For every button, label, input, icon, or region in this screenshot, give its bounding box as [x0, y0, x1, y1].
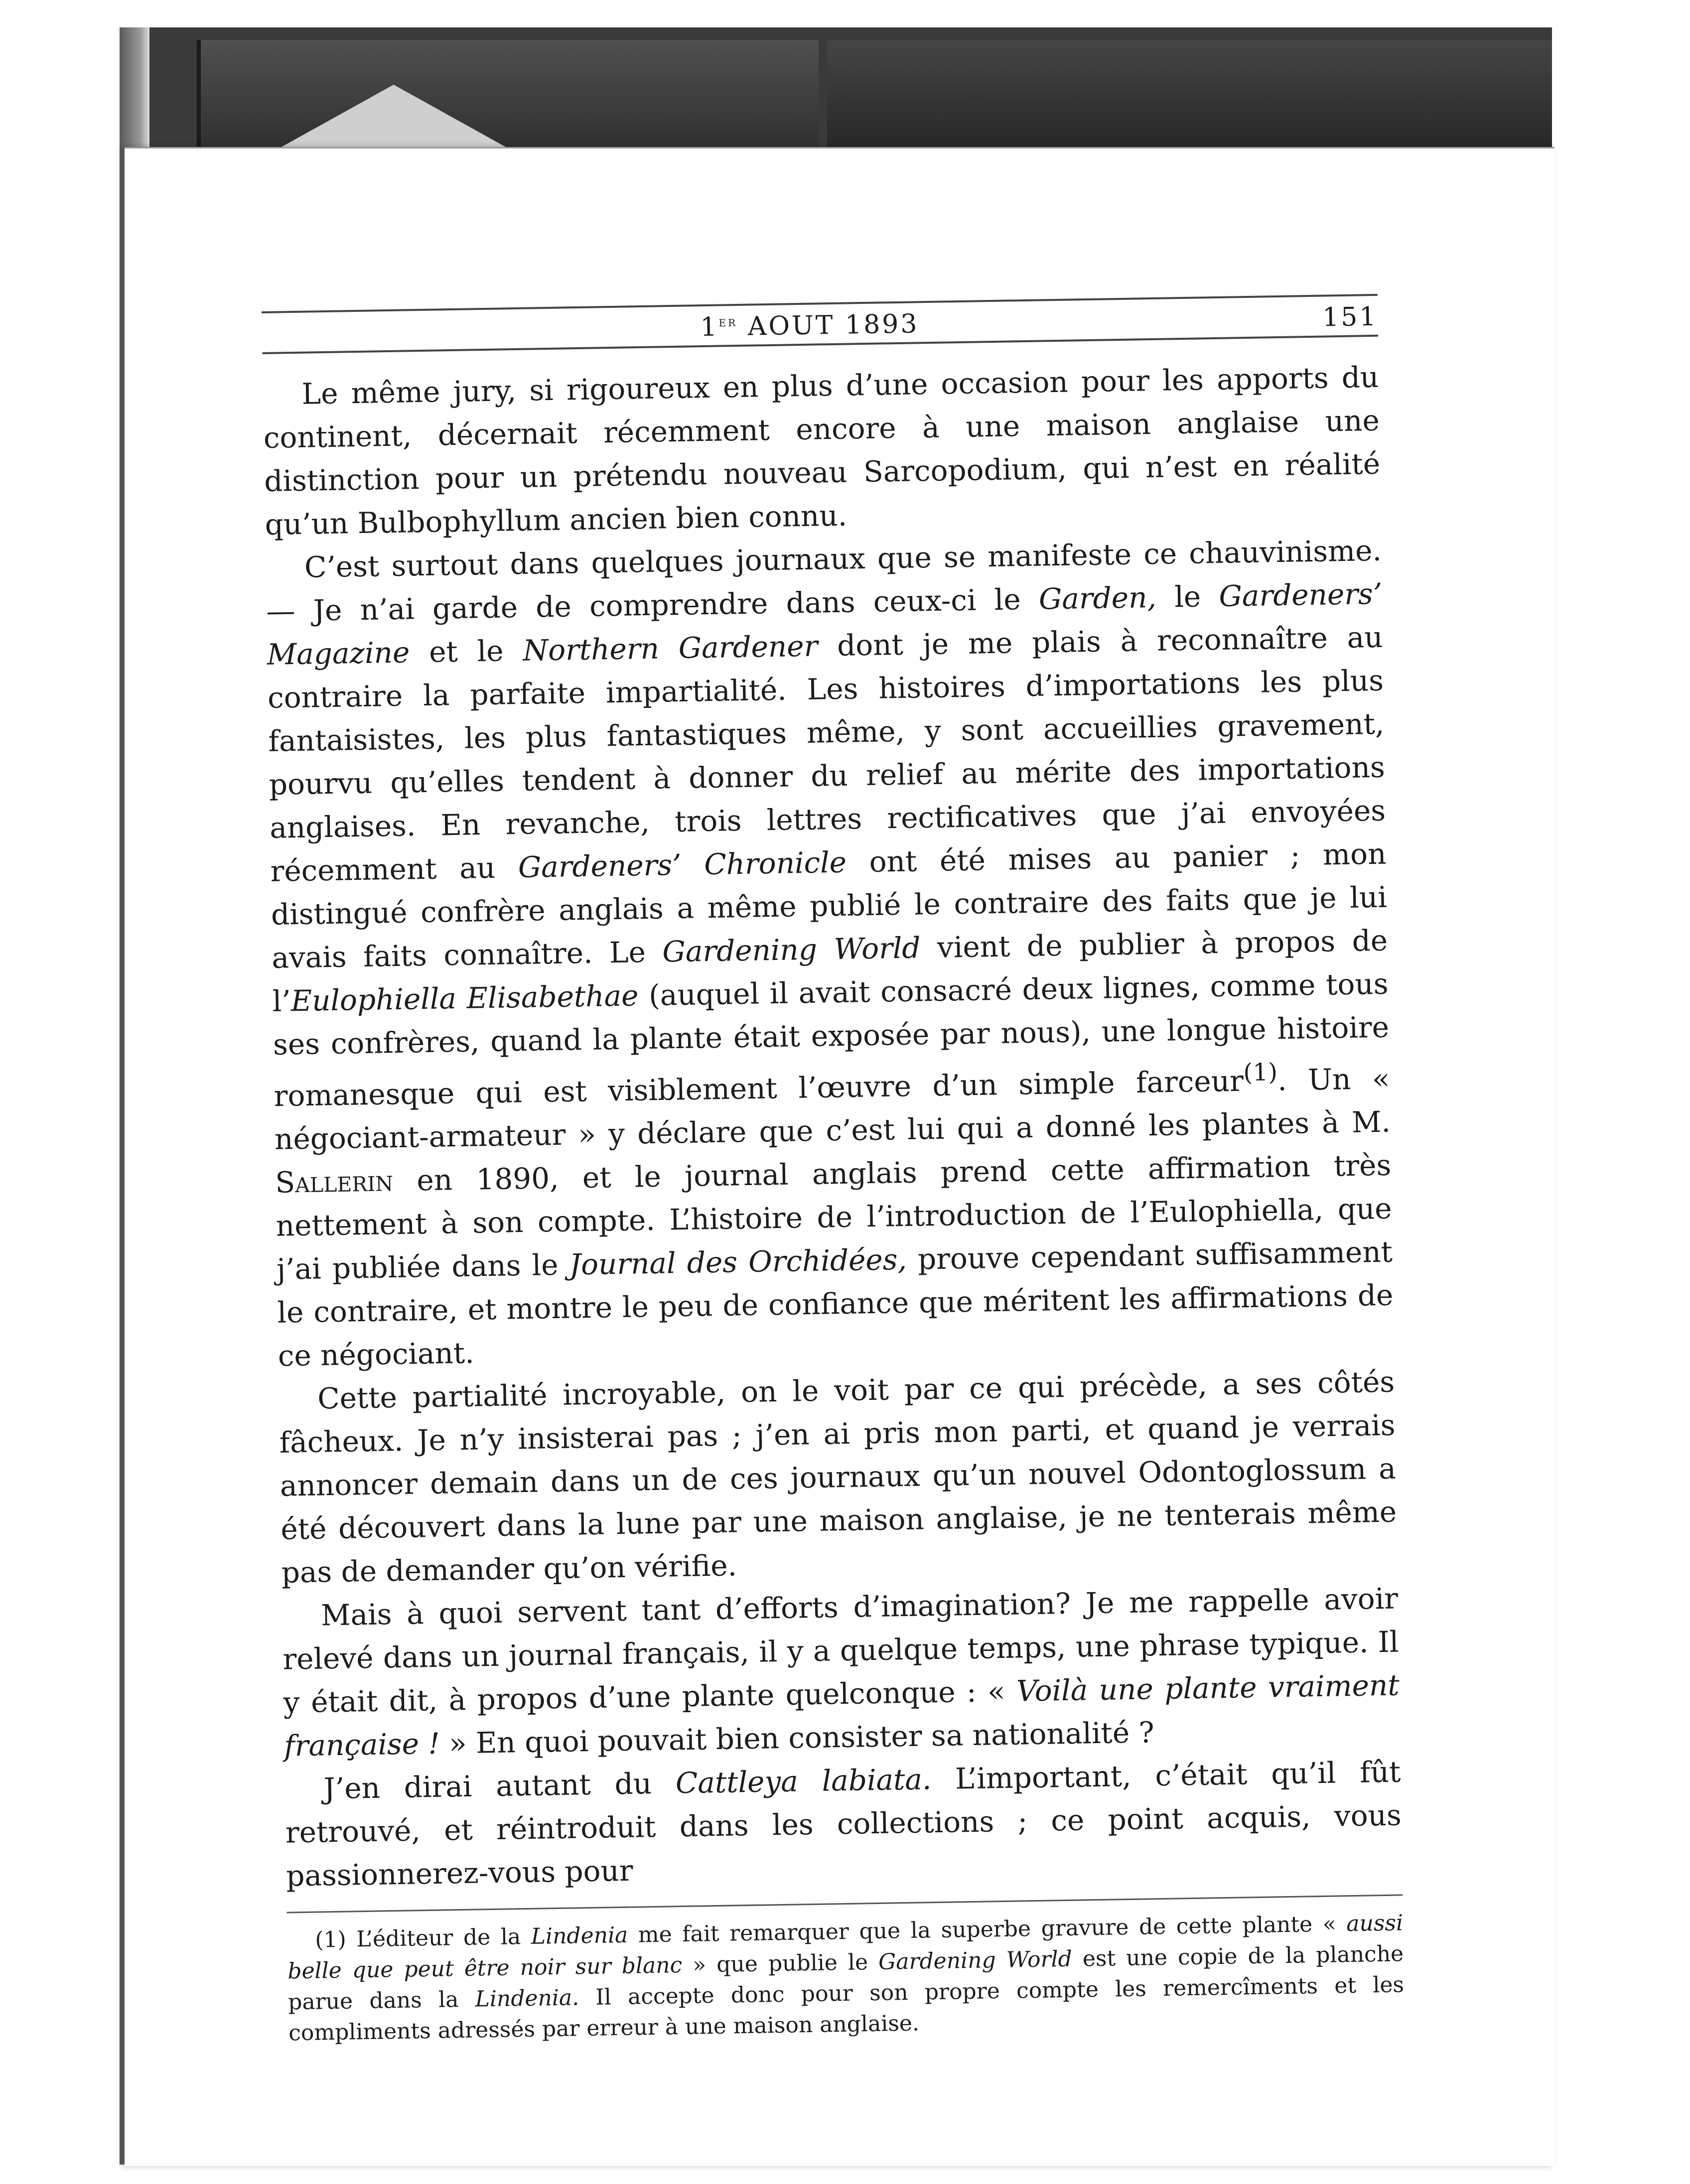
paragraph [282, 1577, 1400, 1768]
text-run: » En quoi pouvait bien consister sa nationalité ? [439, 1715, 1155, 1761]
text-run: dont je me plais à reconnaître au contraire la parfaite impartialité. Les histoires d’importations les plus fantaisistes, les plus fantastiques même, y sont accueillies gravement, pourvu qu’elles tendent à donner du relief au mérite des importations anglaises. En revanche, trois lettres rectificatives que j’ai envoyées récemment au [267, 620, 1386, 888]
italic-title: Eulophiella Elisabethae [290, 978, 639, 1018]
text-run: prouve cependant suffisamment le contraire, et montre le peu de confiance que méritent les affirmations de ce négociant. [277, 1234, 1394, 1373]
italic-title: Gardening World [662, 931, 921, 969]
italic-title: Garden, [1038, 580, 1157, 616]
text-run: et le [409, 633, 523, 670]
italic-title: Northern Gardener [522, 629, 818, 668]
text-run: me fait remarquer que la superbe gravure de cette plante « [627, 1911, 1347, 1948]
text-run: (1) L’éditeur de la [314, 1924, 532, 1953]
italic-title: Journal des Orchidées, [569, 1242, 907, 1282]
footnotes [287, 1908, 1405, 2049]
date-day: 1 [700, 312, 719, 343]
italic-title: Lindenia. [475, 1985, 579, 2013]
text-run: Cette partialité incroyable, on le voit par ce qui précède, a ses côtés fâcheux. Je n’y insisterai pas ; j’en ai pris mon parti, et quand je verrais annoncer demain dans un de ces journaux qu’un nouvel Odontoglossum a été découvert dans la lune par une maison anglaise, je ne tenterais même pas de demander qu’on vérifie. [279, 1365, 1397, 1590]
text-run: J’en dirai autant du [323, 1766, 676, 1806]
italic-title: Cattleya labiata. [675, 1762, 932, 1800]
book-cover-right [827, 40, 1552, 154]
paragraph [263, 356, 1381, 546]
paragraph [284, 1751, 1403, 1898]
page-number: 151 [1322, 301, 1378, 333]
page-content [262, 294, 1405, 2049]
text-run: Le même jury, si rigoureux en plus d’une occasion pour les apports du continent, décernait récemment encore à une maison anglaise une distinction pour un prétendu nouveau Sarcopodium, qui n’est en réalité qu’un Bulbophyllum ancien bien connu. [263, 360, 1381, 542]
text-run: Mais à quoi servent tant d’efforts d’imagination? Je me rappelle avoir relevé dans un journal français, il y a quelque temps, une phrase typique. Il y était dit, à propos d’une plante quelconque : « [282, 1581, 1399, 1720]
text-run: C’est surtout dans quelques journaux que se manifeste ce chauvinisme. — Je n’ai garde de comprendre dans ceux-ci le [266, 533, 1382, 628]
text-run: vient de publier à propos de l’ [272, 923, 1388, 1018]
text-run: . Un « négociant-armateur » y déclare que c’est lui qui a donné les plantes à M. [274, 1061, 1391, 1157]
issue-date [700, 309, 919, 342]
text-run: le [1156, 579, 1220, 614]
paragraph [265, 529, 1394, 1378]
date-month-year: AOUT 1893 [737, 309, 919, 342]
text-run: L’important, c’était qu’il fût retrouvé, et réintroduit dans les collections ; ce point acquis, vous passionnerez-vous pour [285, 1755, 1402, 1893]
italic-title: Gardening World [878, 1946, 1073, 1975]
italic-title: Lindenia [531, 1922, 628, 1950]
text-run: en 1890, et le journal anglais prend cette affirmation très nettement à son compte. L’histoire de l’introduction de l’Eulophiella, que j’ai publiée dans le [276, 1148, 1393, 1287]
footnote-marker: (1) [1243, 1058, 1278, 1087]
text-run: (auquel il avait consacré deux lignes, comme tous ses confrères, quand la plante était exposée par nous), une longue histoire romanesque qui est visiblement l’œuvre d’un simple farceur [273, 966, 1390, 1113]
text-run: ont été mises au panier ; mon distingué confrère anglais a même publié le contraire des faits que je lui avais faits connaître. Le [271, 836, 1388, 975]
text-run: est une copie de la planche parue dans la [287, 1941, 1404, 2015]
person-name: Sallerin [275, 1164, 394, 1200]
italic-title: Gardeners’ Magazine [267, 576, 1383, 672]
body-text [263, 356, 1403, 1898]
italic-title: Voilà une plante vraiment française ! [283, 1668, 1400, 1763]
footnote [287, 1908, 1405, 2049]
paragraph [279, 1361, 1398, 1595]
text-run: » que publie le [682, 1949, 879, 1978]
text-run: Il accepte donc pour son propre compte les remercîments et les compliments adressés par erreur à une maison anglaise. [288, 1972, 1405, 2046]
date-ordinal: er [718, 313, 738, 330]
italic-title: aussi belle que peut être noir sur blanc [287, 1910, 1404, 1984]
italic-title: Gardeners’ Chronicle [518, 845, 847, 885]
